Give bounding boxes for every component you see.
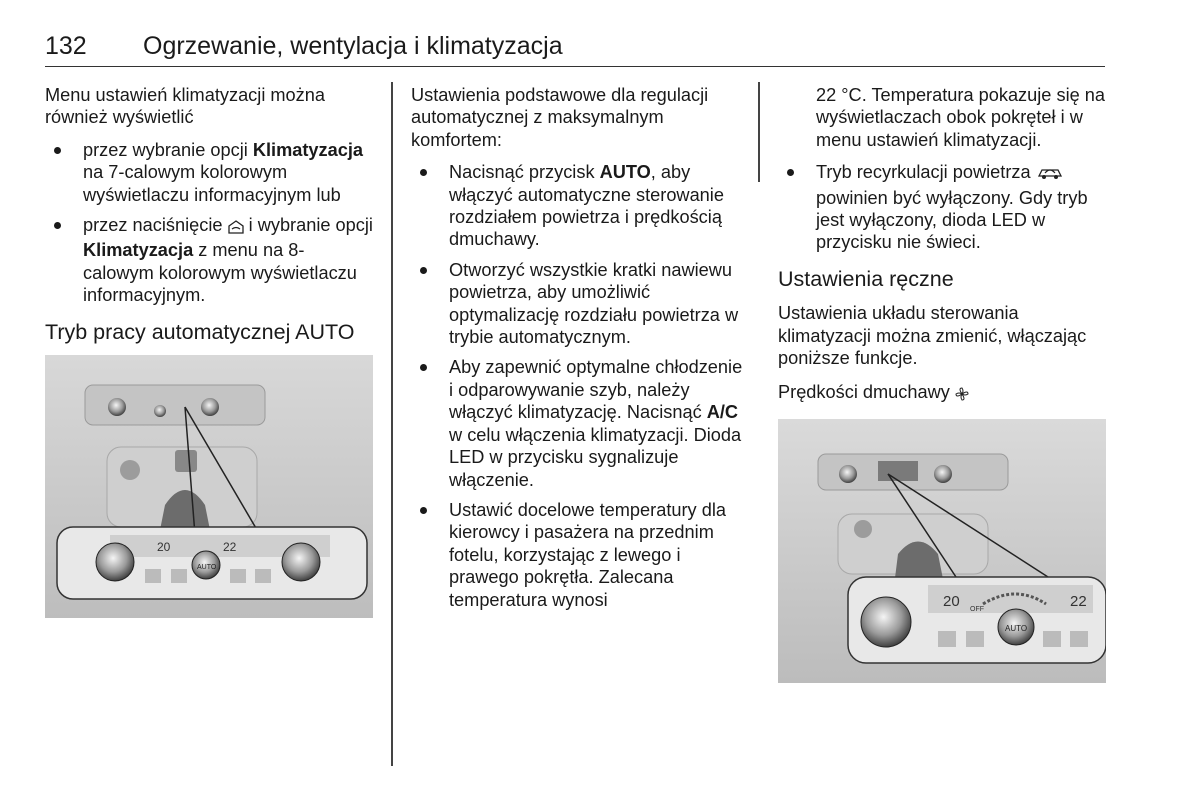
- column-divider: [758, 82, 760, 182]
- recirculation-icon: [1036, 164, 1064, 186]
- climate-panel-photo: [45, 355, 373, 618]
- section-heading: Tryb pracy automatycznej AUTO: [45, 319, 355, 344]
- keyword: A/C: [706, 402, 739, 423]
- list-item: [45, 139, 375, 206]
- figure-auto-label: AUTO: [1005, 623, 1028, 633]
- text: przez wybranie opcji: [83, 139, 253, 160]
- bullet-list: [45, 139, 375, 307]
- text: Nacisnąć przycisk: [449, 162, 600, 183]
- list-item: [778, 161, 1108, 254]
- continuation-text: 22 °C. Temperatura pokazuje się na wyświetlaczach obok pokręteł i w menu ustawień klimatyzacji.: [816, 85, 1106, 150]
- text: przez naciśnięcie: [83, 215, 228, 236]
- list-item: [45, 214, 375, 307]
- bullet-list: [778, 161, 1108, 254]
- list-item: Otworzyć wszystkie kratki nawiewu powietrza, aby umożliwić optymalizację rozdziału powietrza w trybie automatycznym.: [411, 259, 746, 349]
- section-heading: Ustawienia ręczne: [778, 266, 954, 291]
- fan-icon: [955, 384, 969, 406]
- text: w celu włączenia klimatyzacji. Dioda LED w przycisku sygnalizuje włączenie.: [449, 424, 742, 490]
- intro-text: Menu ustawień klimatyzacji można również wyświetlić: [45, 85, 325, 128]
- text: Tryb recyrkulacji powietrza: [816, 162, 1036, 183]
- text: powinien być wyłączony. Gdy tryb jest wyłączony, dioda LED w przycisku nie świeci.: [816, 187, 1088, 253]
- page-title: Ogrzewanie, wentylacja i klimatyzacja: [143, 32, 563, 60]
- column-3: [778, 84, 1108, 683]
- list-item: Ustawić docelowe temperatury dla kierowcy i pasażera na przednim fotelu, korzystając z lewego i prawego pokrętła. Zalecana temperatura wynosi: [411, 499, 746, 611]
- column-1: [45, 84, 375, 618]
- keyword: AUTO: [599, 162, 651, 183]
- keyword: Klimatyzacja: [83, 240, 194, 261]
- column-2: [411, 84, 746, 619]
- climate-panel-photo: [778, 419, 1106, 683]
- intro-text: Ustawienia podstawowe dla regulacji automatycznej z maksymalnym komfortem:: [411, 85, 709, 150]
- figure-temp-left: 20: [943, 592, 960, 610]
- figure-temp-right: 22: [223, 540, 237, 555]
- list-item: [411, 161, 746, 251]
- text: Prędkości dmuchawy: [778, 382, 950, 403]
- figure-temp-left: 20: [157, 540, 171, 555]
- text: z menu na 8-calowym kolorowym wyświetlaczu informacyjnym.: [83, 240, 357, 306]
- page-number: 132: [45, 32, 87, 60]
- text: i wybranie opcji: [243, 215, 373, 236]
- figure-off-label: OFF: [970, 605, 984, 613]
- figure-temp-right: 22: [1070, 592, 1087, 610]
- intro-text: Ustawienia układu sterowania klimatyzacji można zmienić, włączając poniższe funkcje.: [778, 303, 1087, 369]
- home-menu-icon: [228, 217, 244, 239]
- column-divider: [391, 82, 393, 766]
- keyword: Klimatyzacja: [252, 139, 364, 160]
- text: , aby włączyć automatyczne sterowanie rozdziałem powietrza i prędkością dmuchawy.: [449, 162, 724, 250]
- bullet-list: [411, 161, 746, 611]
- subheading: [778, 381, 1108, 406]
- text: Aby zapewnić optymalne chłodzenie i odparowywanie szyb, należy włączyć klimatyzację. Nacisnąć: [449, 357, 743, 423]
- figure-auto-label: AUTO: [197, 564, 217, 572]
- list-item: [411, 356, 746, 490]
- page-header: [45, 30, 1105, 67]
- text: na 7-calowym kolorowym wyświetlaczu informacyjnym lub: [83, 162, 341, 205]
